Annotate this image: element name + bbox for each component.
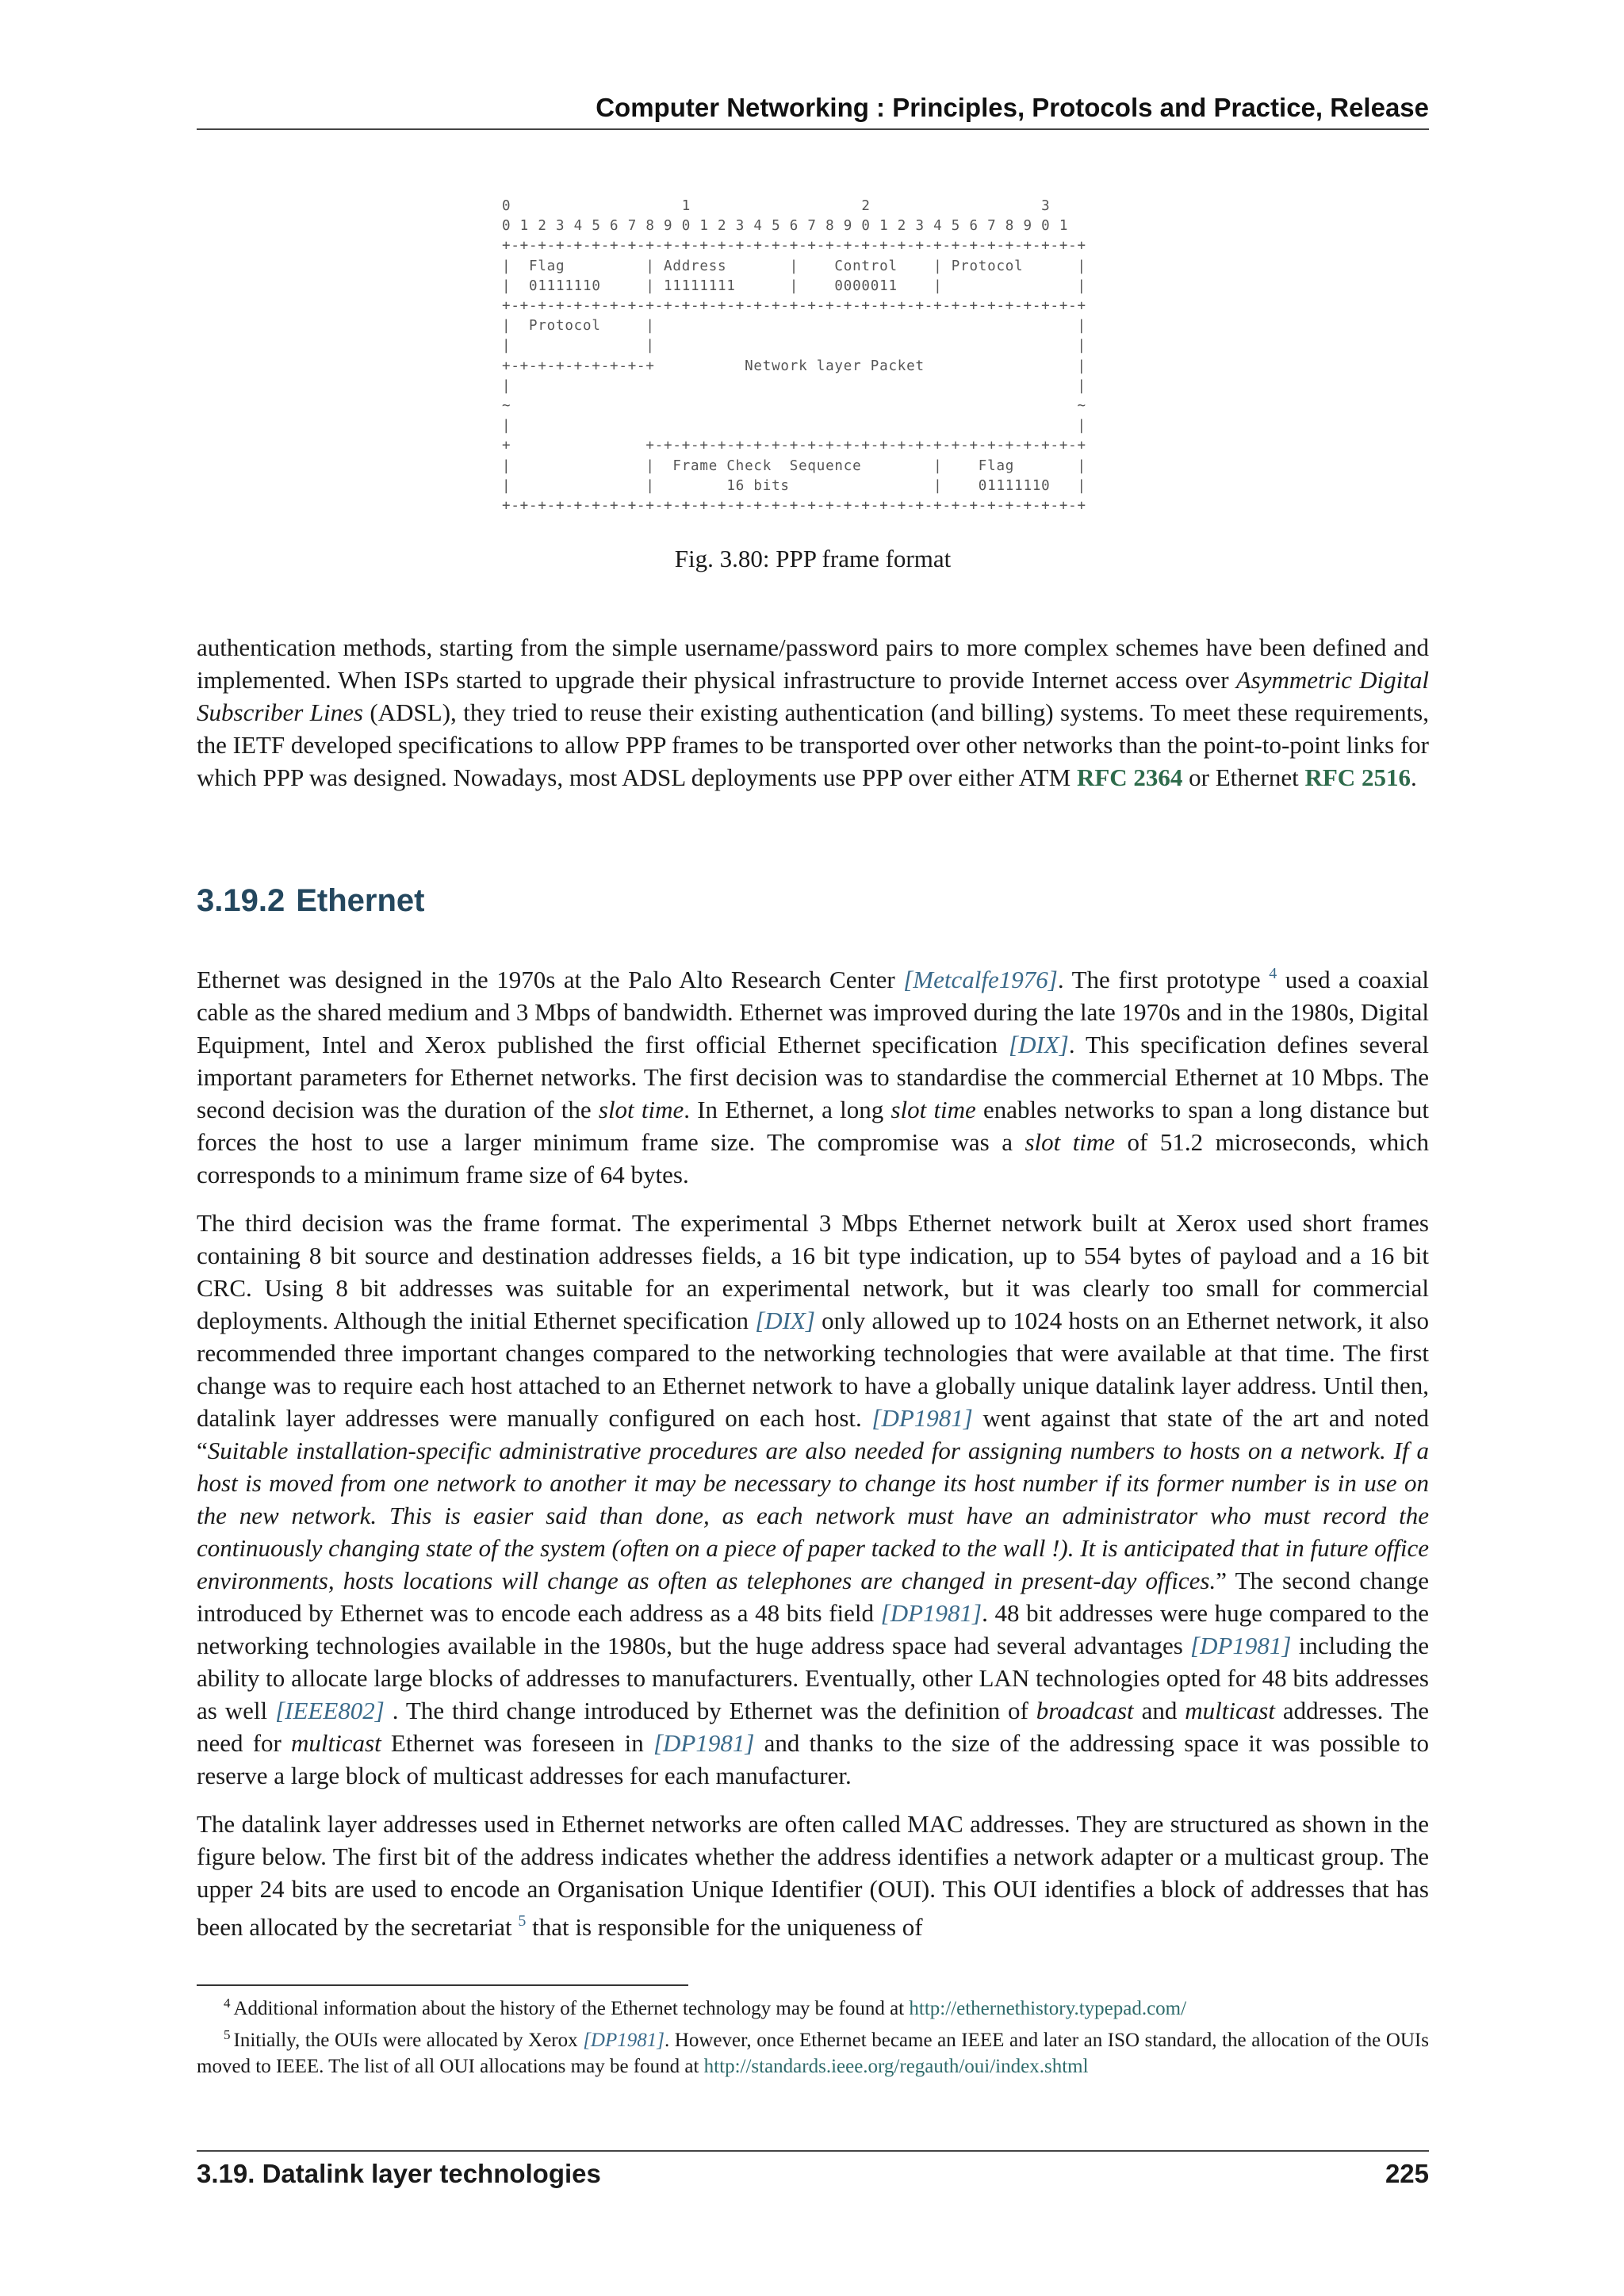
text-run: and bbox=[1133, 1697, 1185, 1724]
citation-link[interactable]: [DIX] bbox=[755, 1307, 815, 1334]
emphasis: slot time bbox=[1025, 1128, 1116, 1156]
footnote-url-link[interactable]: http://ethernethistory.typepad.com/ bbox=[909, 1998, 1187, 2019]
text-run: . bbox=[1410, 763, 1417, 791]
text-run: enables networks to span a long distance but forces the host to use a larger minimum frame size. The compromise was a bbox=[197, 1096, 1430, 1156]
citation-link[interactable]: [Metcalfe1976] bbox=[903, 966, 1058, 993]
ppp-frame-figure bbox=[502, 197, 1105, 516]
text-run: Additional information about the history of the Ethernet technology may be found at bbox=[233, 1998, 910, 2019]
text-run: . 48 bit addresses were huge compared to the networking technologies available in the 1980s, but the huge address space had several advantages bbox=[197, 1599, 1429, 1659]
text-run: . However, once Ethernet became an IEEE and later an ISO standard, the allocation of the OUIs moved to IEEE. The list of all OUI allocations may be found at bbox=[197, 2030, 1429, 2077]
emphasis: multicast bbox=[1185, 1697, 1275, 1724]
ascii-frame-diagram: 0 1 2 3 0 1 2 3 4 5 6 7 8 9 0 1 2 3 4 5 6 7 8 9 0 1 2 3 4 5 6 7 8 9 0 1 +-+-+-+-+-+-+-+-+-+-+-+-+-+-+-+-+-+-+-+-+-+-+-+-+-+-+-+-+-+-+-+-+ | Flag | Address | Control | Protocol | | 01111110 | 11111111 | 0000011 | | +-+-+-+-+-+-+-+-+-+-+-+-+-+-+-+-+-+-+-+-+-+-+-+-+-+-+-+-+-+-+-+-+ | Protocol | | | | | +-+-+-+-+-+-+-+-+ Network layer Packet | | | ~ ~ | | + +-+-+-+-+-+-+-+-+-+-+-+-+-+-+-+-+-+-+-+-+-+-+-+-+ | | Frame Check Sequence | Flag | | | 16 bits | 01111110 | +-+-+-+-+-+-+-+-+-+-+-+-+-+-+-+-+-+-+-+-+-+-+-+-+-+-+-+-+-+-+-+-+ bbox=[502, 198, 1086, 515]
ethernet-body bbox=[197, 958, 1429, 1959]
rfc-link[interactable]: RFC 2516 bbox=[1304, 763, 1411, 791]
footnotes bbox=[197, 1990, 1429, 2080]
text-run: . The first prototype bbox=[1057, 966, 1270, 993]
text-run: that is responsible for the uniqueness of bbox=[526, 1913, 923, 1941]
footer-section-title: 3.19. Datalink layer technologies bbox=[197, 2159, 601, 2188]
text-run: addresses. The need for bbox=[197, 1697, 1429, 1757]
footnote-number: 5 bbox=[224, 2027, 231, 2042]
text-run: and thanks to the size of the addressing space it was possible to reserve a large block of multicast addresses for each manufacturer. bbox=[197, 1729, 1429, 1789]
section-heading bbox=[197, 878, 424, 923]
footnote-4 bbox=[197, 1990, 1429, 2022]
text-run: The third decision was the frame format. The experimental 3 Mbps Ethernet network built at Xerox used short frames containing 8 bit source and destination addresses fields, a 16 bit type indication, up to 554 bytes of payload and a 16 bit CRC. Using 8 bit addresses was suitable for an experimental network, but it was clearly too small for commercial deployments. Although the initial Ethernet specification bbox=[197, 1209, 1429, 1334]
emphasis: broadcast bbox=[1036, 1697, 1134, 1724]
intro-paragraph bbox=[197, 631, 1429, 809]
footnote-ref[interactable]: 5 bbox=[518, 1912, 527, 1930]
footnote-url-link[interactable]: http://standards.ieee.org/regauth/oui/index.shtml bbox=[703, 2056, 1089, 2077]
running-header: Computer Networking : Principles, Protocols and Practice, Release bbox=[596, 93, 1429, 122]
text-run: Ethernet was designed in the 1970s at the Palo Alto Research Center bbox=[197, 966, 904, 993]
paragraph bbox=[197, 1808, 1429, 1943]
citation-link[interactable]: [DP1981] bbox=[653, 1729, 755, 1757]
text-run: (ADSL), they tried to reuse their existing authentication (and billing) systems. To meet these requirements, the IETF developed specifications to allow PPP frames to be transported over other networks than the point-to-point links for which PPP was designed. Nowadays, most ADSL deployments use PPP over either ATM bbox=[197, 698, 1429, 791]
text-run: or Ethernet bbox=[1182, 763, 1305, 791]
page-number: 225 bbox=[1385, 2159, 1429, 2188]
section-title: Ethernet bbox=[296, 883, 425, 918]
text-run: . The third change introduced by Ethernet was the definition of bbox=[384, 1697, 1036, 1724]
paragraph bbox=[197, 958, 1429, 1191]
text-run: Ethernet was foreseen in bbox=[381, 1729, 653, 1757]
running-footer bbox=[197, 2155, 1429, 2193]
citation-link[interactable]: [DIX] bbox=[1009, 1031, 1069, 1058]
document-page bbox=[197, 0, 1429, 2296]
citation-link[interactable]: [DP1981] bbox=[880, 1599, 982, 1627]
quotation: Suitable installation-specific administrative procedures are also needed for assigning numbers to hosts on a network. If a host is moved from one network to another it may be necessary to change its host number if its former number is in use on the new network. This is easier said than done, as each network must have an administrator who must record the continuously changing state of the system (often on a piece of paper tacked to the wall !). It is anticipated that in future office environments, hosts locations will change as often as telephones are changed in present-day offices. bbox=[197, 1437, 1429, 1594]
footnote-5 bbox=[197, 2022, 1429, 2080]
figure-caption: Fig. 3.80: PPP frame format bbox=[674, 545, 952, 572]
footnote-rule bbox=[197, 1984, 688, 1986]
emphasis: slot time bbox=[891, 1096, 976, 1123]
paragraph bbox=[197, 1207, 1429, 1792]
text-run: Initially, the OUIs were allocated by Xerox bbox=[233, 2030, 584, 2051]
emphasis: multicast bbox=[291, 1729, 381, 1757]
text-run: . This specification defines several important parameters for Ethernet networks. The first decision was to standardise the commercial Ethernet at 10 Mbps. The second decision was the duration of the bbox=[197, 1031, 1429, 1123]
text-run: including the ability to allocate large blocks of addresses to manufacturers. Eventually, other LAN technologies opted for 48 bits addresses as well bbox=[197, 1632, 1429, 1724]
text-run: went against that state of the art and noted “ bbox=[197, 1404, 1429, 1464]
rfc-link[interactable]: RFC 2364 bbox=[1076, 763, 1183, 791]
text-run: ” The second change introduced by Ethernet was to encode each address as a 48 bits field bbox=[197, 1567, 1429, 1627]
text-run: of 51.2 microseconds, which corresponds to a minimum frame size of 64 bytes. bbox=[197, 1128, 1430, 1188]
emphasis: slot time bbox=[598, 1096, 684, 1123]
citation-link[interactable]: [DP1981] bbox=[583, 2030, 665, 2051]
citation-link[interactable]: [DP1981] bbox=[871, 1404, 973, 1432]
text-run: The datalink layer addresses used in Ethernet networks are often called MAC addresses. They are structured as shown in the figure below. The first bit of the address indicates whether the address identifies a network adapter or a multicast group. The upper 24 bits are used to encode an Organisation Unique Identifier (OUI). This OUI identifies a block of addresses that has been allocated by the secretariat bbox=[197, 1810, 1429, 1941]
citation-link[interactable]: [IEEE802] bbox=[275, 1697, 385, 1724]
text-run: used a coaxial cable as the shared medium and 3 Mbps of bandwidth. Ethernet was improved during the late 1970s and in the 1980s, Digital Equipment, Intel and Xerox published the first official Ethernet specification bbox=[197, 966, 1429, 1058]
text-run: only allowed up to 1024 hosts on an Ethernet network, it also recommended three important changes compared to the networking technologies that were available at that time. The first change was to require each host attached to an Ethernet network to have a globally unique datalink layer address. Until then, datalink layer addresses were manually configured on each host. bbox=[197, 1307, 1429, 1432]
text-run: authentication methods, starting from the simple username/password pairs to more complex schemes have been defined and implemented. When ISPs started to upgrade their physical infrastructure to provide Internet access over bbox=[197, 633, 1429, 694]
footnote-number: 4 bbox=[224, 1996, 231, 2011]
footer-rule bbox=[197, 2150, 1429, 2152]
emphasis: Asymmetric Digital Subscriber Lines bbox=[197, 666, 1430, 726]
header-rule bbox=[197, 128, 1429, 130]
section-number: 3.19.2 bbox=[197, 883, 285, 918]
footnote-ref[interactable]: 4 bbox=[1269, 965, 1277, 982]
citation-link[interactable]: [DP1981] bbox=[1190, 1632, 1292, 1659]
text-run: . In Ethernet, a long bbox=[684, 1096, 891, 1123]
